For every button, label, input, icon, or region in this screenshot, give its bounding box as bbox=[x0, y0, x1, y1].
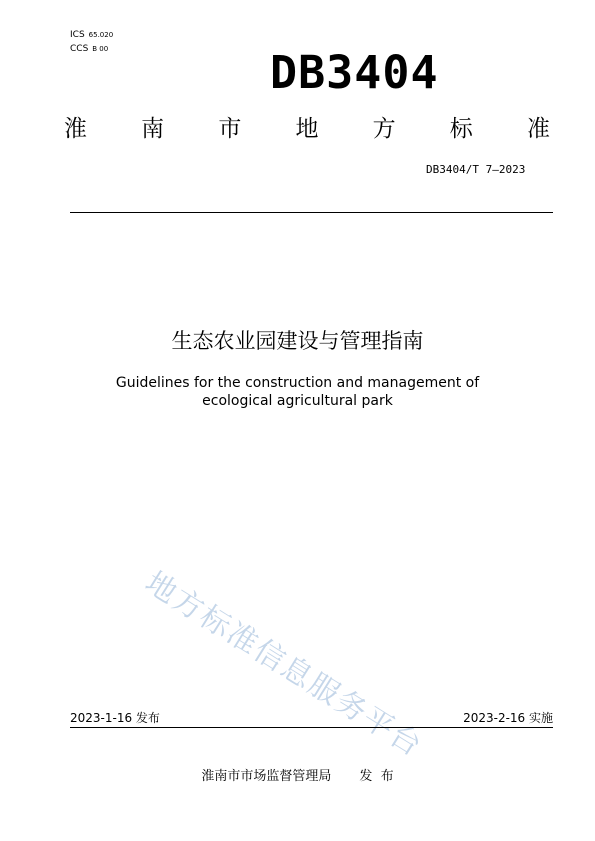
standard-level-heading bbox=[64, 113, 550, 145]
title-english: Guidelines for the construction and management of ecological agricultural park bbox=[115, 375, 480, 409]
standard-level-char: 准 bbox=[526, 116, 550, 142]
standard-level-char: 地 bbox=[295, 116, 319, 142]
implementation-date: 2023-2-16 实施 bbox=[463, 711, 553, 725]
issuer-name: 淮南市市场监督管理局 bbox=[201, 769, 332, 784]
standard-level-char: 淮 bbox=[64, 116, 87, 142]
ics-value: 65.020 bbox=[88, 31, 114, 39]
top-divider bbox=[70, 212, 553, 213]
standard-level-char: 南 bbox=[141, 116, 165, 142]
ccs-label: CCS bbox=[70, 44, 89, 54]
standard-number: DB3404/T 7—2023 bbox=[426, 163, 526, 176]
standard-level-char: 标 bbox=[449, 116, 473, 142]
issue-date: 2023-1-16 发布 bbox=[70, 711, 160, 725]
classification-codes bbox=[70, 28, 113, 56]
bottom-divider bbox=[70, 727, 553, 728]
standard-level-char: 方 bbox=[372, 116, 396, 142]
ccs-row bbox=[70, 42, 113, 56]
ccs-value: B 00 bbox=[92, 45, 109, 53]
issuer-action: 发 布 bbox=[359, 769, 394, 784]
standard-code-logo: DB3404 bbox=[270, 46, 439, 99]
issuer-line bbox=[0, 769, 595, 785]
standard-level-char: 市 bbox=[218, 116, 242, 142]
watermark: 地方标准信息服务平台 bbox=[138, 565, 429, 765]
ics-row bbox=[70, 28, 113, 42]
ics-label: ICS bbox=[70, 30, 85, 40]
title-chinese: 生态农业园建设与管理指南 bbox=[171, 329, 424, 353]
